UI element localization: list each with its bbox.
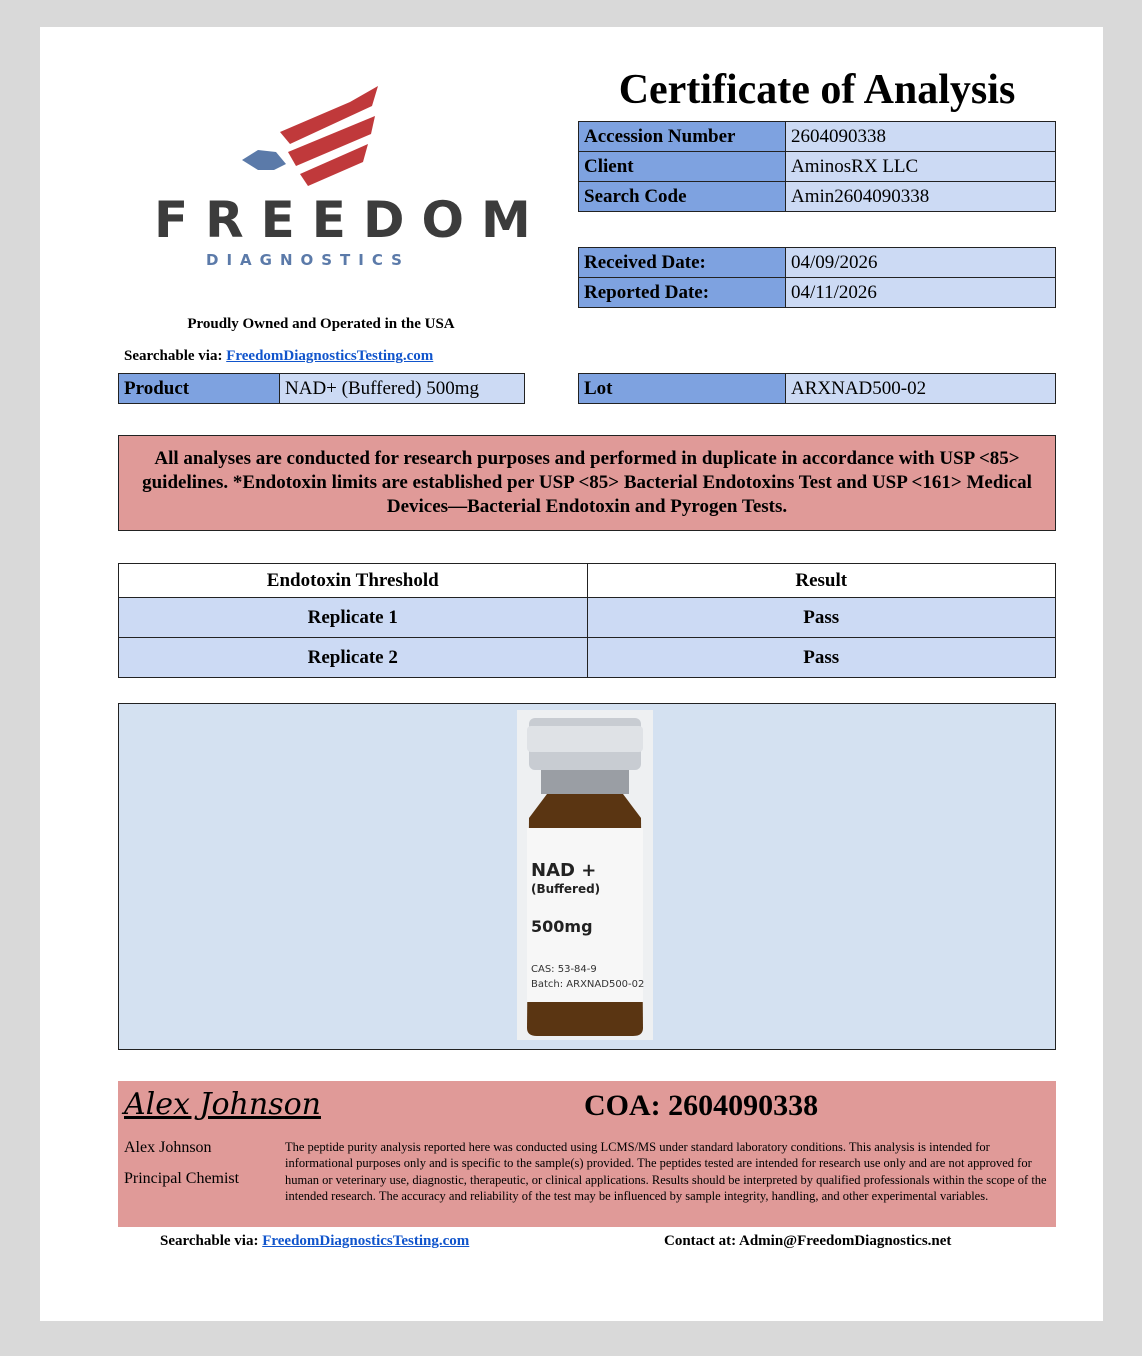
accession-info-table [578,121,1056,212]
vial-label-line3: 500mg [531,917,593,936]
info-row [579,152,1056,182]
product-row [119,374,525,404]
date-row [579,278,1056,308]
lot-label: Lot [579,374,786,404]
info-value: 2604090338 [786,122,1056,152]
product-value: NAD+ (Buffered) 500mg [280,374,525,404]
freedom-diagnostics-logo [150,80,548,275]
product-label: Product [119,374,280,404]
info-value: Amin2604090338 [786,182,1056,212]
lot-table [578,373,1056,404]
searchable-via [124,348,433,365]
searchable-label: Searchable via: [124,348,223,364]
tagline: Proudly Owned and Operated in the USA [187,316,455,332]
replicate-name: Replicate 1 [119,598,588,638]
info-row [579,182,1056,212]
info-label: Search Code [579,182,786,212]
logo-subtitle: DIAGNOSTICS [206,251,410,269]
dates-table [578,247,1056,308]
signature-footer [118,1081,1056,1227]
product-vial-photo [517,710,653,1040]
info-label: Accession Number [579,122,786,152]
threshold-header: Endotoxin Threshold [119,564,588,598]
footer-searchable-label: Searchable via: [160,1233,259,1249]
replicate-result: Pass [587,598,1056,638]
signature: Alex Johnson [124,1087,321,1122]
info-label: Client [579,152,786,182]
replicate-name: Replicate 2 [119,638,588,678]
notice-text: All analyses are conducted for research purposes and performed in duplicate in accordance with USP <85> guidelines. *Endotoxin limits are established per USP <85> Bacterial Endotoxins Test and USP <161> Medical Devices—Bacterial Endotoxin and Pyrogen Tests. [142,448,1032,517]
vial-label-line2: (Buffered) [531,882,601,896]
table-row [119,598,1056,638]
lot-row [579,374,1056,404]
info-value: AminosRX LLC [786,152,1056,182]
coa-number: COA: 2604090338 [584,1089,819,1122]
signer-role: Principal Chemist [124,1170,240,1187]
lot-value: ARXNAD500-02 [786,374,1056,404]
date-label: Reported Date: [579,278,786,308]
contact-info: Contact at: Admin@FreedomDiagnostics.net [664,1233,952,1249]
product-table [118,373,525,404]
signer-name: Alex Johnson [124,1139,212,1156]
results-header-row [119,564,1056,598]
date-value: 04/11/2026 [786,278,1056,308]
flag-stripes-icon [280,86,378,186]
searchable-link[interactable]: FreedomDiagnosticsTesting.com [226,348,434,364]
vial-label-line4: CAS: 53-84-9 [531,964,597,975]
vial-label-line1: NAD + [531,860,597,881]
footer-searchable-link[interactable]: FreedomDiagnosticsTesting.com [262,1233,470,1249]
info-row [579,122,1056,152]
result-header: Result [587,564,1056,598]
replicate-result: Pass [587,638,1056,678]
disclaimer: The peptide purity analysis reported here was conducted using LCMS/MS under standard laboratory conditions. This analysis is intended for informational purposes only and is specific to the sample(s) provided. The peptides tested are intended for research use only and are not approved for human or veterinary use, diagnostic, therapeutic, or clinical applications. Results should be interpreted by qualified professionals within the scope of the intended research. The accuracy and reliability of the test may be influenced by sample integrity, handling, and other experimental variables. [285,1140,1047,1203]
endotoxin-results-table [118,563,1056,678]
vial-label-line5: Batch: ARXNAD500-02 [531,979,645,990]
date-value: 04/09/2026 [786,248,1056,278]
table-row [119,638,1056,678]
date-row [579,248,1056,278]
page-title: Certificate of Analysis [618,67,1016,113]
date-label: Received Date: [579,248,786,278]
eagle-head-icon [242,150,286,170]
logo-wordmark: FREEDOM [154,191,548,249]
footer-searchable [160,1233,469,1250]
usp-notice [118,435,1056,531]
